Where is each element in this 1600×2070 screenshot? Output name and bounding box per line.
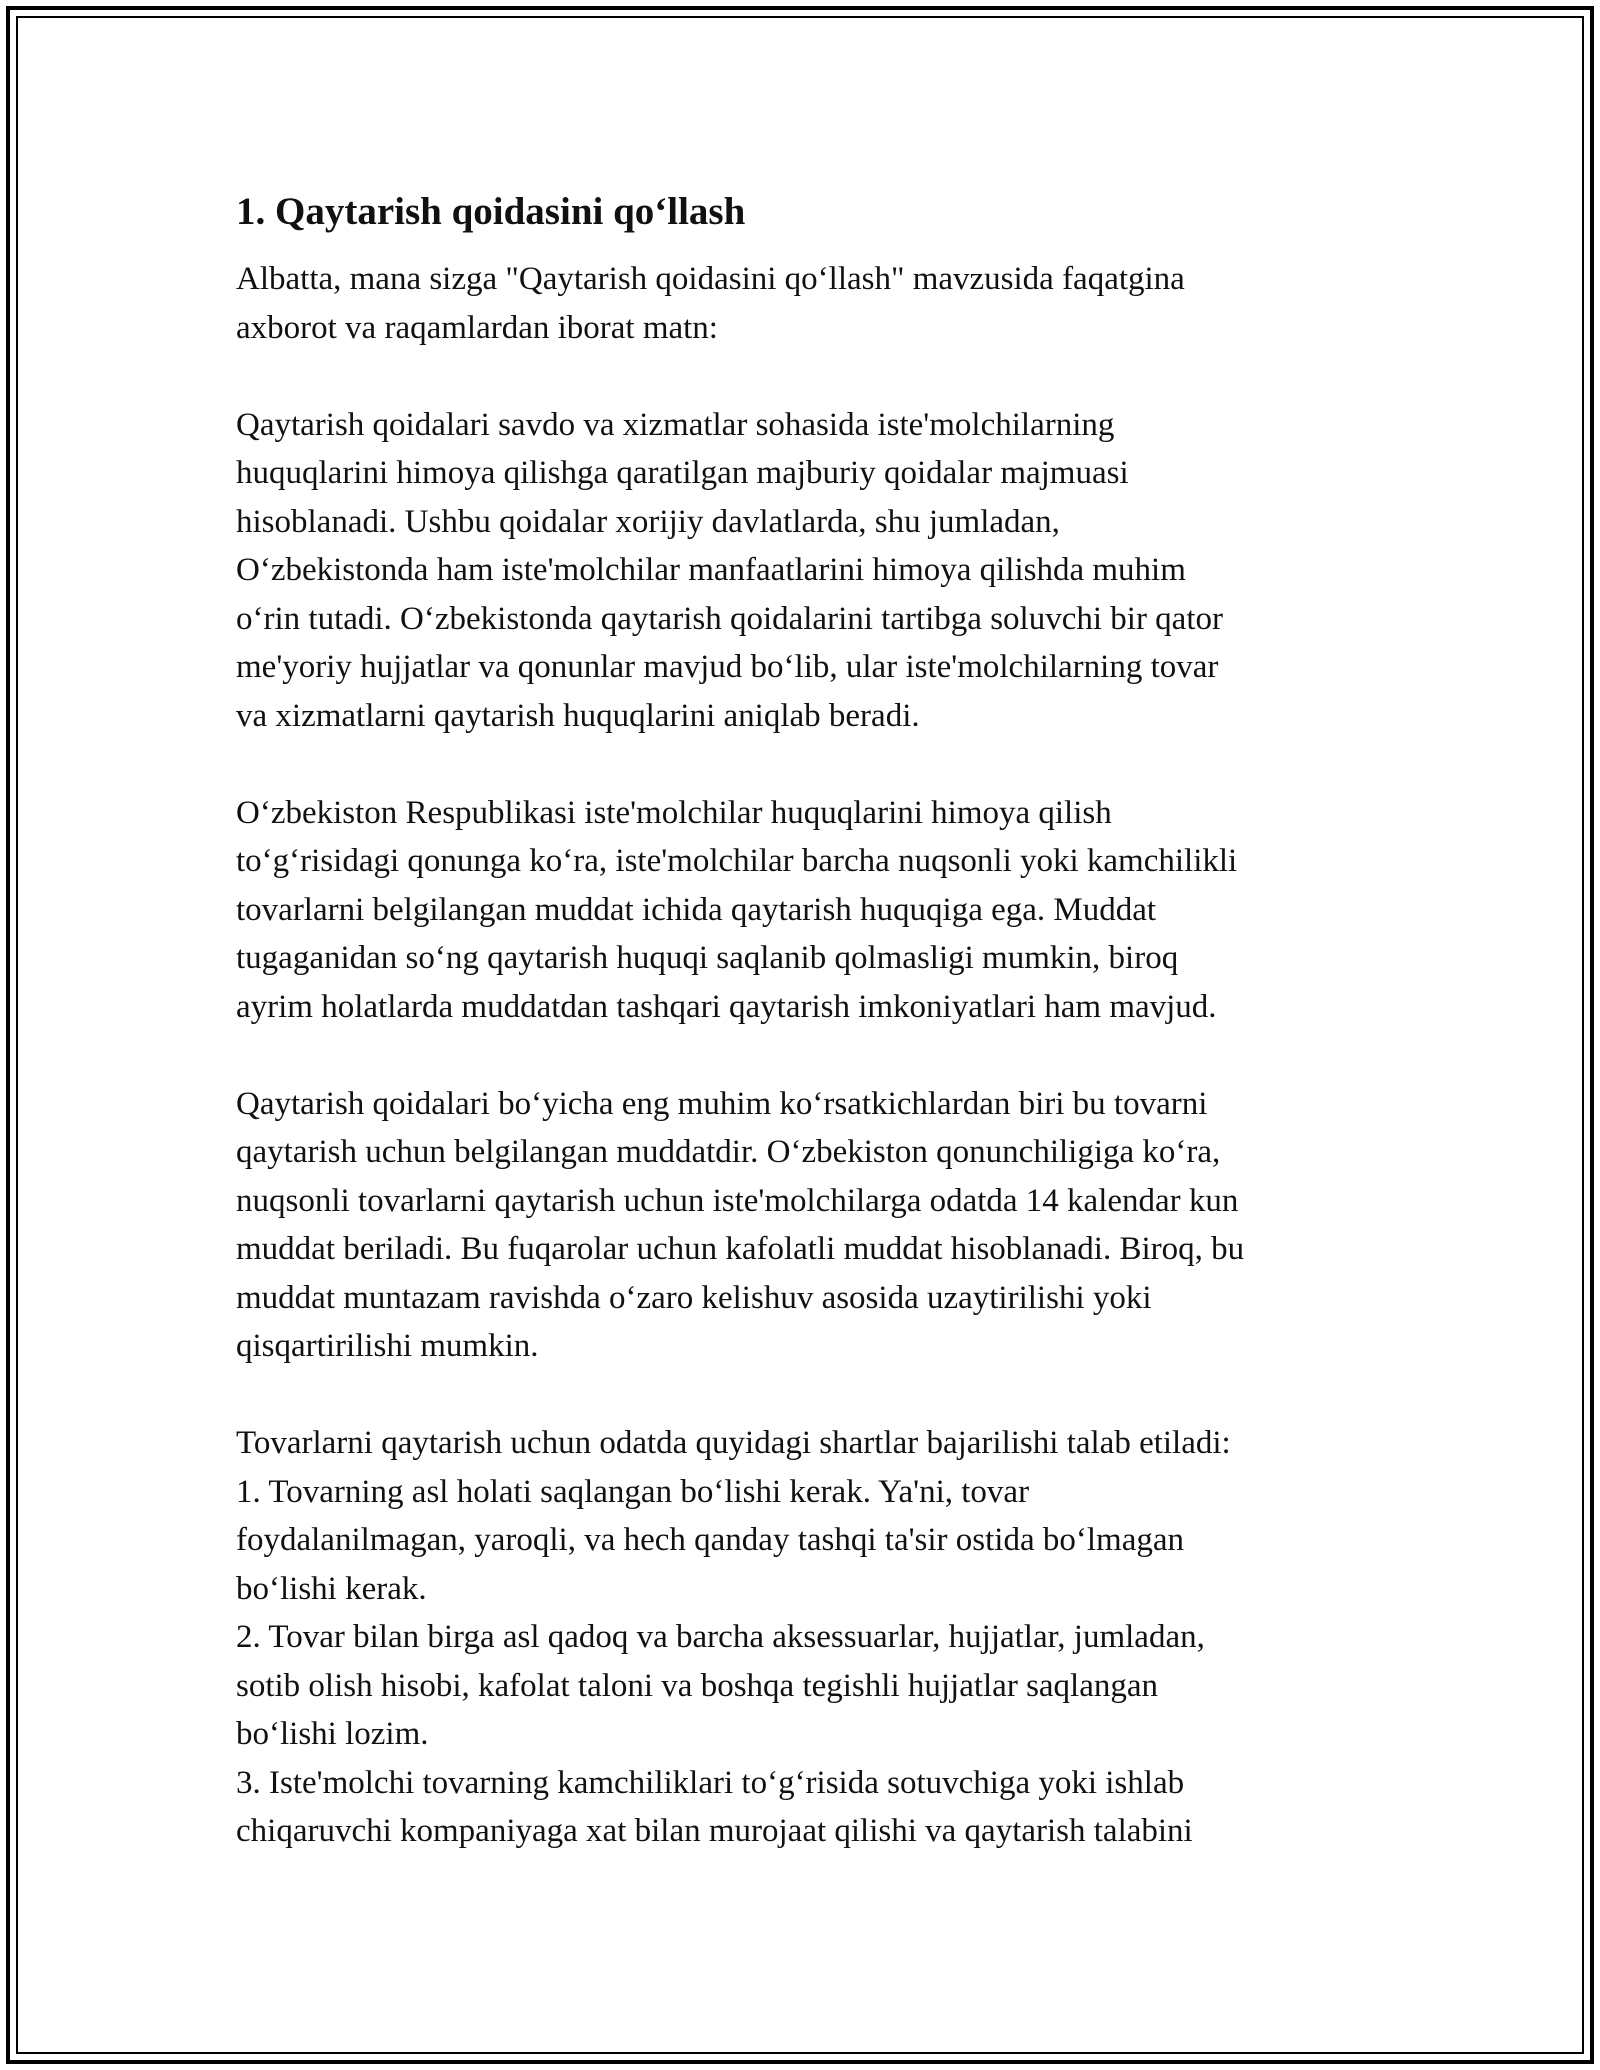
document-body (236, 186, 1366, 1856)
paragraph-return-rules-overview: Qaytarish qoidalari savdo va xizmatlar sohasida iste'molchilarning huquqlarini himoya qilishga qaratilgan majburiy qoidalar majmuasi hisoblanadi. Ushbu qoidalar xorijiy davlatlarda, shu jumladan, O‘zbekistonda ham iste'molchilar manfaatlarini himoya qilishda muhim o‘rin tutadi. O‘zbekistonda qaytarish qoidalarini tartibga soluvchi bir qator me'yoriy hujjatlar va qonunlar mavjud bo‘lib, ular iste'molchilarning tovar va xizmatlarni qaytarish huquqlarini aniqlab beradi. (236, 406, 1223, 734)
paragraph-return-period: Qaytarish qoidalari bo‘yicha eng muhim ko‘rsatkichlardan biri bu tovarni qaytarish uchun belgilangan muddatdir. O‘zbekiston qonunchiligiga ko‘ra, nuqsonli tovarlarni qaytarish uchun iste'molchilarga odatda 14 kalendar kun muddat beriladi. Bu fuqarolar uchun kafolatli muddat hisoblanadi. Biroq, bu muddat muntazam ravishda o‘zaro kelishuv asosida uzaytirilishi yoki qisqartirilishi mumkin. (236, 1085, 1245, 1364)
paragraph-intro: Albatta, mana sizga "Qaytarish qoidasini qo‘llash" mavzusida faqatgina axborot va raqamlardan iborat matn: (236, 261, 1185, 346)
paragraph-consumer-rights-law: O‘zbekiston Respublikasi iste'molchilar huquqlarini himoya qilish to‘g‘risidagi qonunga ko‘ra, iste'molchilar barcha nuqsonli yoki kamchilikli tovarlarni belgilangan muddat ichida qaytarish huquqiga ega. Muddat tugaganidan so‘ng qaytarish huquqi saqlanib qolmasligi mumkin, biroq ayrim holatlarda muddatdan tashqari qaytarish imkoniyatlari ham mavjud. (236, 794, 1238, 1025)
document-title: 1. Qaytarish qoidasini qo‘llash (236, 190, 746, 233)
paragraph-return-conditions: Tovarlarni qaytarish uchun odatda quyidagi shartlar bajarilishi talab etiladi: 1. Tovarning asl holati saqlangan bo‘lishi kerak. Ya'ni, tovar foydalanilmagan, yaroqli, va hech qanday tashqi ta'sir ostida bo‘lmagan bo‘lishi kerak. 2. Tovar bilan birga asl qadoq va barcha aksessuarlar, hujjatlar, jumladan, sotib olish hisobi, kafolat taloni va boshqa tegishli hujjatlar saqlangan bo‘lishi lozim. 3. Iste'molchi tovarning kamchiliklari to‘g‘risida sotuvchiga yoki ishlab chiqaruvchi kompaniyaga xat bilan murojaat qilishi va qaytarish talabini (236, 1425, 1231, 1849)
